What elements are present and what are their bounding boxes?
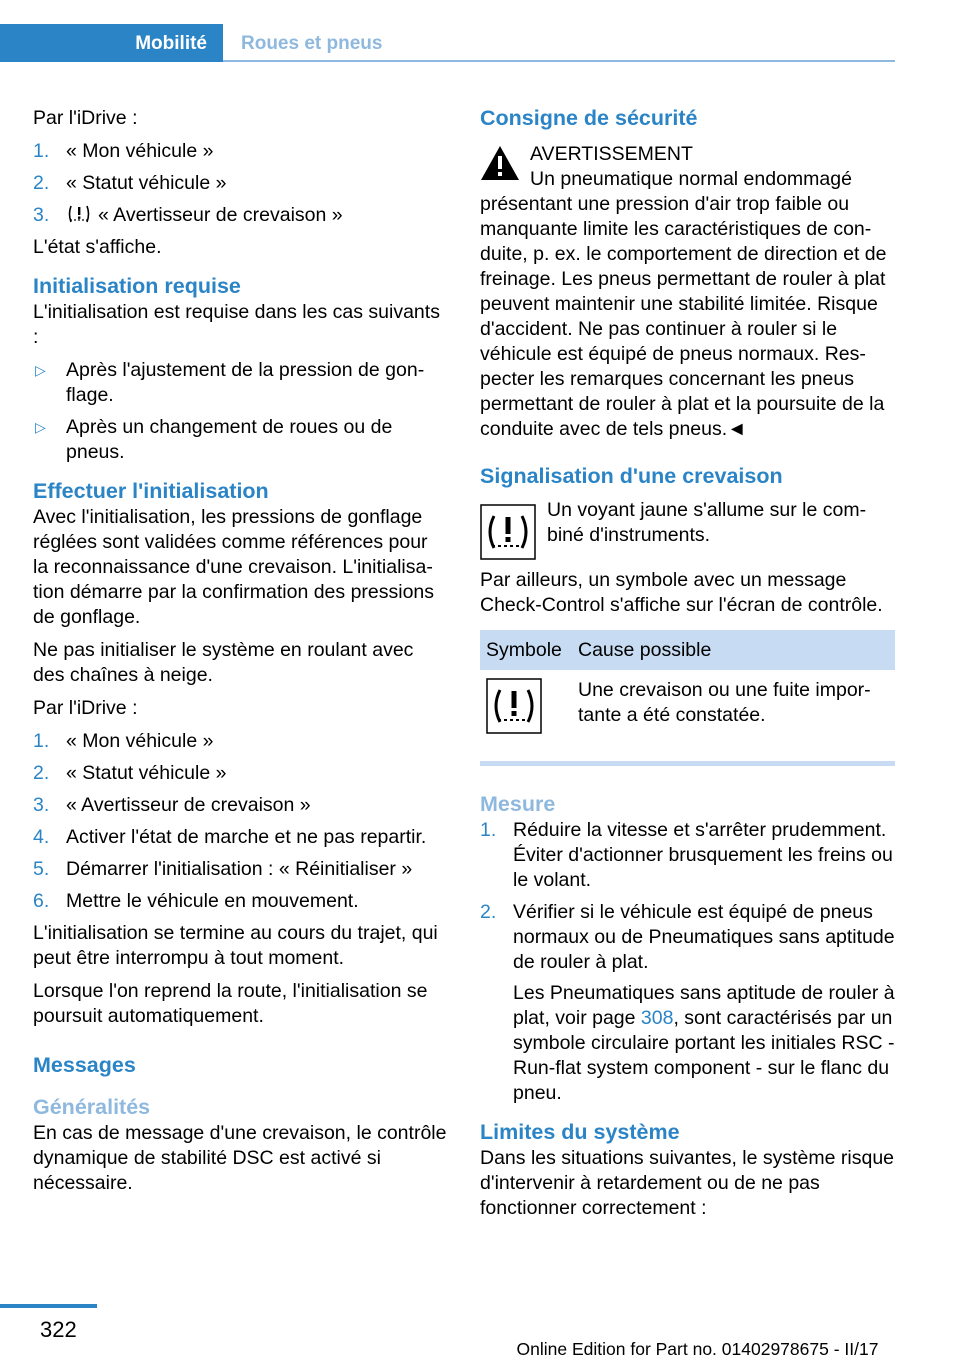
- state-shown: L'état s'affiche.: [33, 236, 162, 258]
- steps-list-1: [33, 139, 448, 228]
- table-row: [480, 670, 895, 751]
- general-heading: Généralités: [33, 1095, 151, 1119]
- idrive-intro: Par l'iDrive :: [33, 107, 138, 129]
- left-column: [33, 100, 448, 1204]
- warning-triangle-icon: [480, 144, 520, 182]
- table-end-rule: [480, 761, 895, 766]
- list-item: 5. Démarrer l'initialisation : « Réinitialiser »: [33, 858, 413, 880]
- list-item: 4. Activer l'état de marche et ne pas repartir.: [33, 826, 427, 848]
- limits-heading: Limites du système: [480, 1120, 680, 1144]
- edition-text: Online Edition for Part no. 01402978675 - II/17: [516, 1339, 879, 1359]
- page-link[interactable]: 308: [640, 1007, 674, 1029]
- page-number: 322: [40, 1317, 77, 1342]
- signal-block: [480, 498, 895, 568]
- init-cases-list: [33, 358, 448, 465]
- perform-init-text: Avec l'initialisation, les pressions de gonflage réglées sont validées comme références pour la reconnaissance d'une crevaison. L'initialisation démarre par la confirmation des pressions de gonflage.: [33, 506, 435, 628]
- list-item: 2. « Statut véhicule »: [33, 762, 227, 784]
- list-item: 6. Mettre le véhicule en mouvement.: [33, 890, 359, 912]
- init-resume-text: Lorsque l'on reprend la route, l'initialisation se poursuit automatiquement.: [33, 980, 428, 1027]
- snow-chains-text: Ne pas initialiser le système en roulant avec des chaînes à neige.: [33, 639, 414, 686]
- bullet-triangle-icon: ▷: [35, 419, 46, 435]
- perform-init-heading: Effectuer l'initialisation: [33, 479, 269, 503]
- list-item: 3. « Avertisseur de crevaison »: [33, 794, 311, 816]
- section-label: Mobilité: [135, 33, 207, 54]
- topic-tab[interactable]: [223, 24, 895, 62]
- tire-pressure-warning-icon: [480, 504, 536, 560]
- warning-text: présentant une pression d'air trop faible ou manquante limite les caractéristiques de conduite, p. ex. le comportement de direction et de freinage. Les pneus permettant de rouler à plat peuvent maintenir une stabilité limitée. Risque d'accident. Ne pas continuer à rouler si le véhicule est équipé de pneus normaux. Respecter les remarques concernant les pneus permettant de rouler à plat et la poursuite de la conduite avec de tels pneus.◄: [480, 193, 887, 440]
- signal-text: Un voyant jaune s'allume sur le combiné d'instruments.: [547, 499, 867, 546]
- table-cell-symbol: [480, 670, 572, 751]
- measure-2-detail: Les Pneumatiques sans aptitude de rouler à plat, voir page 308, sont caractérisés par un symbole circulaire portant les initiales RSC - Run-flat system component - sur le flanc du pneu.: [513, 982, 895, 1104]
- page-number-rule: [0, 1304, 97, 1308]
- table-header: Cause possible: [572, 630, 895, 670]
- right-column: [480, 100, 895, 1229]
- list-item: ▷ Après l'ajustement de la pression de gonflage.: [35, 359, 425, 406]
- init-ends-text: L'initialisation se termine au cours du trajet, qui peut être interrompu à tout moment.: [33, 922, 438, 969]
- list-item: 3. « Avertisseur de crevaison »: [33, 204, 343, 226]
- list-item: 2. Vérifier si le véhicule est équipé de pneus normaux ou de Pneumatiques sans aptitude de rouler à plat. Les Pneumatiques sans aptitude de rouler à plat, voir page 308, sont caractérisés par un symbole circulaire portant les initiales RSC - Run-flat system component - sur le flanc du pneu.: [480, 901, 895, 1104]
- checkcontrol-text: Par ailleurs, un symbole avec un message Check-Control s'affiche sur l'écran de contrôle.: [480, 569, 883, 616]
- warning-block: [480, 140, 895, 442]
- list-item: 1. « Mon véhicule »: [33, 140, 214, 162]
- init-required-heading: Initialisation requise: [33, 274, 241, 298]
- symbol-table: [480, 630, 895, 751]
- warning-line-1: Un pneumatique normal endommagé: [530, 168, 852, 190]
- page-header: [0, 24, 895, 62]
- section-tab[interactable]: [0, 24, 223, 62]
- init-required-text: L'initialisation est requise dans les cas suivants :: [33, 301, 440, 348]
- general-text: En cas de message d'une crevaison, le contrôle dynamique de stabilité DSC est activé si nécessaire.: [33, 1122, 447, 1194]
- table-header-row: [480, 630, 895, 670]
- bullet-triangle-icon: ▷: [35, 362, 46, 378]
- topic-label: Roues et pneus: [241, 33, 383, 54]
- table-cell-cause: Une crevaison ou une fuite importante a été constatée.: [578, 679, 871, 726]
- table-header: Symbole: [480, 630, 572, 670]
- measure-list: [480, 818, 895, 1106]
- messages-heading: Messages: [33, 1053, 136, 1077]
- warning-label: AVERTISSEMENT: [530, 143, 693, 165]
- list-item: ▷ Après un changement de roues ou de pneus.: [35, 416, 393, 463]
- list-item: 1. « Mon véhicule »: [33, 730, 214, 752]
- limits-text: Dans les situations suivantes, le système risque d'intervenir à retardement ou de ne pas fonctionner correctement :: [480, 1147, 895, 1219]
- list-item: 1. Réduire la vitesse et s'arrêter prudemment. Éviter d'actionner brusquement les freins ou le volant.: [480, 819, 893, 891]
- measure-heading: Mesure: [480, 792, 556, 816]
- tire-warning-icon: [66, 204, 92, 224]
- header-rule: [223, 60, 895, 62]
- steps-list-2: [33, 729, 448, 914]
- signal-heading: Signalisation d'une crevaison: [480, 464, 783, 488]
- tire-pressure-warning-icon: [486, 678, 542, 734]
- safety-heading: Consigne de sécurité: [480, 106, 698, 130]
- list-item: 2. « Statut véhicule »: [33, 172, 227, 194]
- idrive-intro-2: Par l'iDrive :: [33, 697, 138, 719]
